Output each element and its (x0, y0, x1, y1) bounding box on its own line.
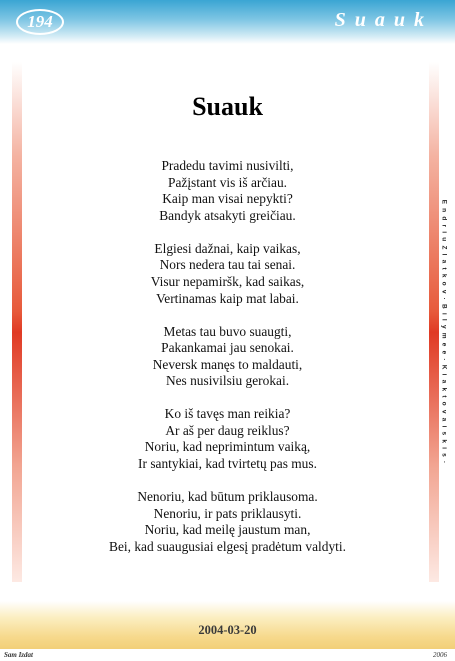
poem-line: Pradedu tavimi nusivilti, (161, 158, 294, 173)
page-number-badge: 194 (16, 9, 64, 35)
poem-line: Neversk manęs to maldauti, (152, 356, 303, 372)
poem-body (0, 158, 455, 572)
page-header (0, 0, 455, 44)
poem-line: Nes nusivilsiu gerokai. (165, 373, 290, 389)
header-title: Suauk (334, 9, 433, 31)
poem-line: Kaip man visai nepykti? (162, 191, 293, 207)
publisher-label: Sam Izdat (4, 651, 33, 659)
stanza (0, 158, 455, 224)
poem-line: Bandyk atsakyti greičiau. (159, 207, 296, 223)
vertical-sidebar-label: E n d r i u Z l a t k o v · B i l y m e e · K i a k t o v a i s k i s · (440, 199, 448, 465)
poem-line: Nenoriu, kad būtum priklausoma. (137, 489, 318, 505)
poem-line: Ko iš tavęs man reikia? (164, 406, 291, 422)
poem-line: Elgiesi dažnai, kaip vaikas, (154, 240, 301, 256)
poem-line: Ir santykiai, kad tvirtetų pas mus. (138, 456, 317, 472)
poem-line: Vertinamas kaip mat labai. (156, 290, 299, 306)
stanza (0, 241, 455, 307)
poem-line: Pažįstant vis iš arčiau. (168, 174, 287, 190)
poem-line: Nenoriu, ir pats priklausyti. (153, 505, 302, 521)
poem-title: Suauk (192, 92, 263, 121)
poem-line: Bei, kad suaugusiai elgesį pradėtum valdyti. (109, 538, 346, 554)
poem-line: Nors nedera tau tai senai. (159, 257, 296, 273)
poem-date: 2004-03-20 (198, 623, 257, 637)
poem-line: Pakankamai jau senokai. (161, 340, 294, 356)
stanza (0, 489, 455, 555)
year-label: 2006 (433, 651, 447, 659)
stanza (0, 324, 455, 390)
poem-line: Noriu, kad meilę jaustum man, (144, 522, 311, 538)
poem-line: Visur nepamiršk, kad saikas, (150, 273, 305, 289)
poem-line: Ar aš per daug reiklus? (165, 422, 290, 438)
poem-line: Noriu, kad neprimintum vaiką, (144, 439, 311, 455)
stanza (0, 406, 455, 472)
poem-line: Metas tau buvo suaugti, (163, 323, 292, 339)
